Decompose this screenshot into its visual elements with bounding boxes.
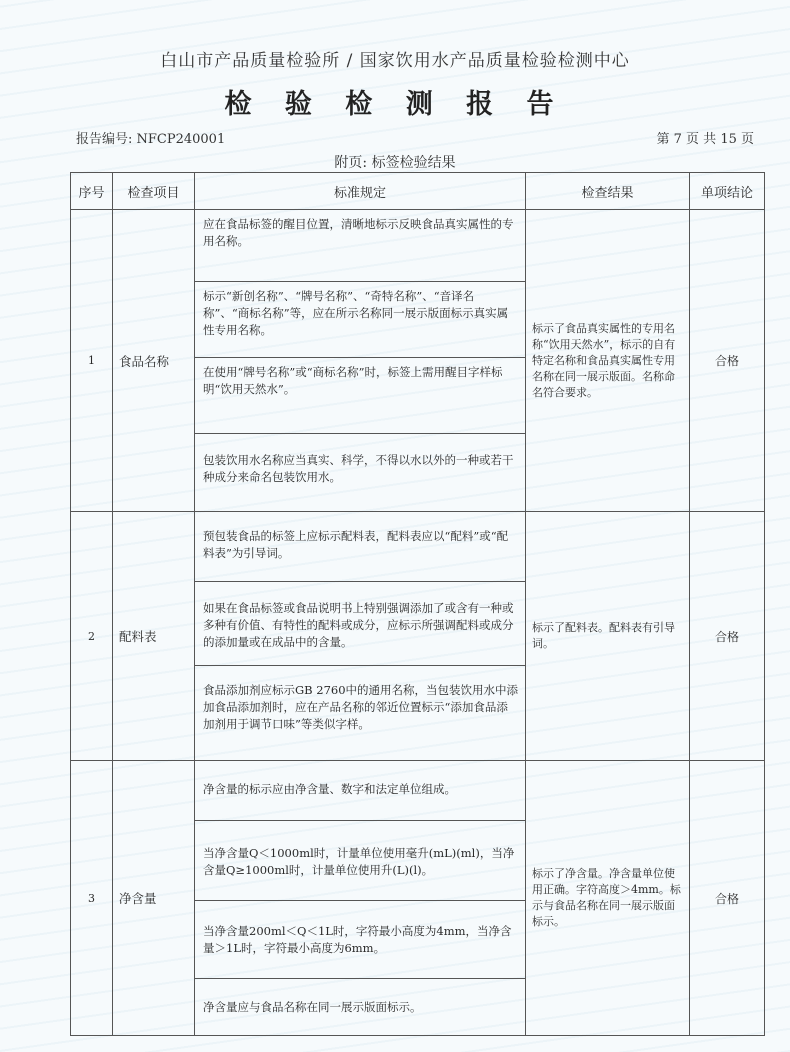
inspection-table: [70, 172, 765, 1036]
row-standards: [195, 761, 526, 1036]
standard-clause: 当净含量Q＜1000ml时，计量单位使用毫升(mL)(ml)，当净含量Q≥1000ml时，计量单位使用升(L)(l)。: [195, 821, 525, 901]
table-row: [71, 761, 765, 1036]
row-seq: 3: [71, 761, 113, 1036]
standard-clause: 在使用“牌号名称”或“商标名称”时，标签上需用醒目字样标明“饮用天然水”。: [195, 358, 525, 434]
header-conclusion: 单项结论: [690, 173, 765, 210]
page-indicator: 第 7 页 共 15 页: [656, 132, 754, 147]
standard-clause: 包装饮用水名称应当真实、科学，不得以水以外的一种或若干种成分来命名包装饮用水。: [203, 453, 514, 484]
row-result: 标示了配料表。配料表有引导词。: [526, 512, 690, 761]
standard-clause: 食品添加剂应标示GB 2760中的通用名称，当包装饮用水中添加食品添加剂时，应在产品名称的邻近位置标示“添加食品添加剂用于调节口味”等类似字样。: [203, 683, 519, 731]
row-conclusion: 合格: [690, 761, 765, 1036]
header-result: 检查结果: [526, 173, 690, 210]
table-row: [71, 512, 765, 761]
standard-clause: 当净含量200ml＜Q＜1L时，字符最小高度为4mm，当净含量＞1L时，字符最小高度为6mm。: [195, 901, 525, 979]
row-standards: [195, 210, 526, 512]
header-standard: 标准规定: [195, 173, 526, 210]
row-result: 标示了净含量。净含量单位使用正确。字符高度＞4mm。标示与食品名称在同一展示版面标示。: [526, 761, 690, 1036]
standard-clause: 应在食品标签的醒目位置，清晰地标示反映食品真实属性的专用名称。: [195, 210, 525, 282]
row-item: 食品名称: [113, 210, 195, 512]
standard-clause: 如果在食品标签或食品说明书上特别强调添加了或含有一种或多种有价值、有特性的配料或成分，应标示所强调配料或成分的添加量或在成品中的含量。: [195, 582, 525, 666]
organization-name: 白山市产品质量检验所 / 国家饮用水产品质量检验检测中心: [160, 51, 630, 71]
row-result: 标示了食品真实属性的专用名称“饮用天然水”，标示的自有特定名称和食品真实属性专用名称在同一展示版面。名称命名符合要求。: [526, 210, 690, 512]
row-seq: 2: [71, 512, 113, 761]
table-row: [71, 210, 765, 512]
appendix-title: 附页: 标签检验结果: [334, 155, 456, 171]
report-title: 检 验 检 测 报 告: [224, 89, 566, 120]
row-conclusion: 合格: [690, 210, 765, 512]
header-seq: 序号: [71, 173, 113, 210]
row-conclusion: 合格: [690, 512, 765, 761]
table-header-row: [71, 173, 765, 210]
row-item: 配料表: [113, 512, 195, 761]
report-number: 报告编号: NFCP240001: [76, 132, 226, 147]
standard-clause: 标示“新创名称”、“牌号名称”、“奇特名称”、“音译名称”、“商标名称”等，应在所示名称同一展示版面标示真实属性专用名称。: [195, 282, 525, 358]
standard-clause: 净含量的标示应由净含量、数字和法定单位组成。: [195, 761, 525, 821]
standard-clause: 净含量应与食品名称在同一展示版面标示。: [203, 1000, 422, 1014]
row-item: 净含量: [113, 761, 195, 1036]
header-item: 检查项目: [113, 173, 195, 210]
row-seq: 1: [71, 210, 113, 512]
row-standards: [195, 512, 526, 761]
standard-clause: 预包装食品的标签上应标示配料表，配料表应以“配料”或“配料表”为引导词。: [195, 512, 525, 582]
